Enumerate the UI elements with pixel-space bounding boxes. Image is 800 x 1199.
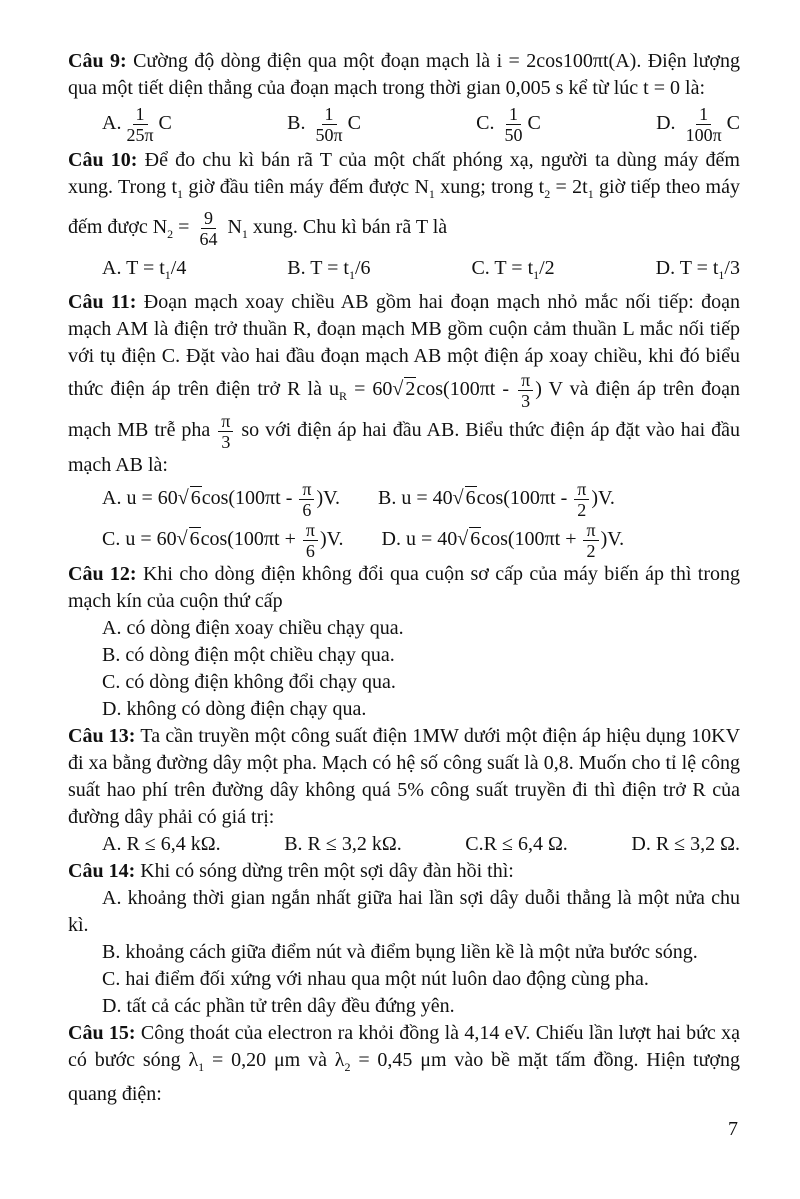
option-b[interactable]: B. $T = t_1/6$	[287, 257, 371, 282]
question-label: Câu 12:	[68, 563, 137, 585]
option-a[interactable]: A. khoảng thời gian ngắn nhất giữa hai lần sợi dây duỗi thẳng là một nửa chu kì.	[68, 887, 740, 936]
question-13	[68, 723, 740, 831]
question-stem: Cường độ dòng điện qua một đoạn mạch là i = 2cos100πt(A). Điện lượng qua một tiết diện thẳng của đoạn mạch trong thời gian 0,005 s kể từ lúc t = 0 là:	[68, 50, 740, 99]
answer-options	[68, 520, 740, 561]
option-c[interactable]: C. u = 60√ 6cos(100πt + $\frac{\pi}{6}$ )V.	[102, 520, 344, 561]
answer-options	[68, 104, 740, 145]
option-d[interactable]: D. không có dòng điện chạy qua.	[102, 698, 367, 720]
question-label: Câu 11:	[68, 291, 137, 313]
answer-options	[68, 479, 740, 520]
question-label: Câu 9:	[68, 50, 127, 72]
option-a[interactable]: A. $T = t_1/4$	[102, 257, 187, 282]
option-b[interactable]: B. u = 40√ 6cos(100πt - $\frac{\pi}{2}$ )V.	[377, 479, 615, 520]
option-d[interactable]: D. R ≤ 3,2 Ω.	[631, 833, 740, 855]
option-c[interactable]: C. có dòng điện không đổi chạy qua.	[102, 671, 396, 693]
document-page	[68, 48, 740, 1108]
option-a[interactable]: A. có dòng điện xoay chiều chạy qua.	[102, 617, 404, 639]
option-b[interactable]: B. R ≤ 3,2 kΩ.	[284, 833, 402, 855]
option-c[interactable]: C. $\frac{1}{50}$ C	[476, 104, 541, 145]
question-12	[68, 561, 740, 615]
option-c[interactable]: C. hai điểm đối xứng với nhau qua một nút luôn dao động cùng pha.	[102, 968, 649, 990]
question-11: Câu 11: Đoạn mạch xoay chiều AB gồm hai đoạn mạch nhỏ mắc nối tiếp: đoạn mạch AM là điện trở thuần R, đoạn mạch MB gồm cuộn cảm thuần L mắc nối tiếp với tụ điện C. Đặt vào hai đầu đoạn mạch AB một điện áp xoay chiều, khi đó biểu thức điện áp trên điện trở R là $u_R = 60√$ 2cos(100πt - $\frac{\pi}{3}$ ) V và điện áp trên đoạn mạch MB trễ pha $\frac{\pi}{3}$ so với điện áp hai đầu AB. Biểu thức điện áp đặt vào hai đầu mạch AB là:	[68, 291, 741, 476]
option-a[interactable]: A. $\frac{1}{25\pi}$ C	[102, 104, 172, 145]
question-label: Câu 10:	[68, 149, 138, 171]
option-c[interactable]: C. $T = t_1/2$	[471, 257, 555, 282]
question-10: Câu 10: Để đo chu kì bán rã T của một chất phóng xạ, người ta dùng máy đếm xung. Trong $t_1$ giờ đầu tiên máy đếm được $N_1$ xung; trong $t_2 = 2t_1$ giờ tiếp theo máy đếm được $N_2$ = $\frac{9}{64}$ $N_1$ xung. Chu kì bán rã T là	[68, 149, 740, 249]
question-stem: Khi có sóng dừng trên một sợi dây đàn hồi thì:	[140, 860, 514, 882]
question-label: Câu 14:	[68, 860, 136, 882]
question-9	[68, 48, 740, 102]
option-d[interactable]: D. tất cả các phần tử trên dây đều đứng yên.	[102, 995, 455, 1017]
option-a[interactable]: A. R ≤ 6,4 kΩ.	[102, 833, 221, 855]
option-d[interactable]: D. u = 40√ 6cos(100πt + $\frac{\pi}{2}$ )V.	[381, 520, 625, 561]
answer-options	[68, 255, 740, 289]
option-b[interactable]: B. khoảng cách giữa điểm nút và điểm bụng liền kề là một nửa bước sóng.	[102, 941, 698, 963]
option-d[interactable]: D. $\frac{1}{100\pi}$ C	[656, 104, 740, 145]
question-stem: Ta cần truyền một công suất điện 1MW dưới một điện áp hiệu dụng 10KV đi xa bằng đường dây một pha. Mạch có hệ số công suất là 0,8. Muốn cho tỉ lệ công suất hao phí trên đường dây không quá 5% công suất truyền đi thì điện trở R của đường dây phải có giá trị:	[68, 725, 741, 828]
option-b[interactable]: B. có dòng điện một chiều chạy qua.	[102, 644, 395, 666]
option-c[interactable]: C.R ≤ 6,4 Ω.	[465, 833, 568, 855]
option-d[interactable]: D. $T = t_1/3$	[655, 257, 740, 282]
option-a[interactable]: A. u = 60√ 6cos(100πt - $\frac{\pi}{6}$ )V.	[102, 479, 340, 520]
question-label: Câu 15:	[68, 1022, 136, 1044]
page-number: 7	[728, 1118, 738, 1140]
option-b[interactable]: B. $\frac{1}{50\pi}$ C	[287, 104, 361, 145]
question-label: Câu 13:	[68, 725, 136, 747]
question-15: Câu 15: Công thoát của electron ra khỏi đồng là 4,14 eV. Chiếu lần lượt hai bức xạ có bước sóng $\lambda_1 = 0,20$ μm và $\lambda_2 = 0,45$ μm vào bề mặt tấm đồng. Hiện tượng quang điện:	[68, 1022, 740, 1105]
question-stem: Khi cho dòng điện không đổi qua cuộn sơ cấp của máy biến áp thì trong mạch kín của cuộn thứ cấp	[68, 563, 741, 612]
question-14	[68, 858, 740, 885]
answer-options	[68, 831, 740, 858]
